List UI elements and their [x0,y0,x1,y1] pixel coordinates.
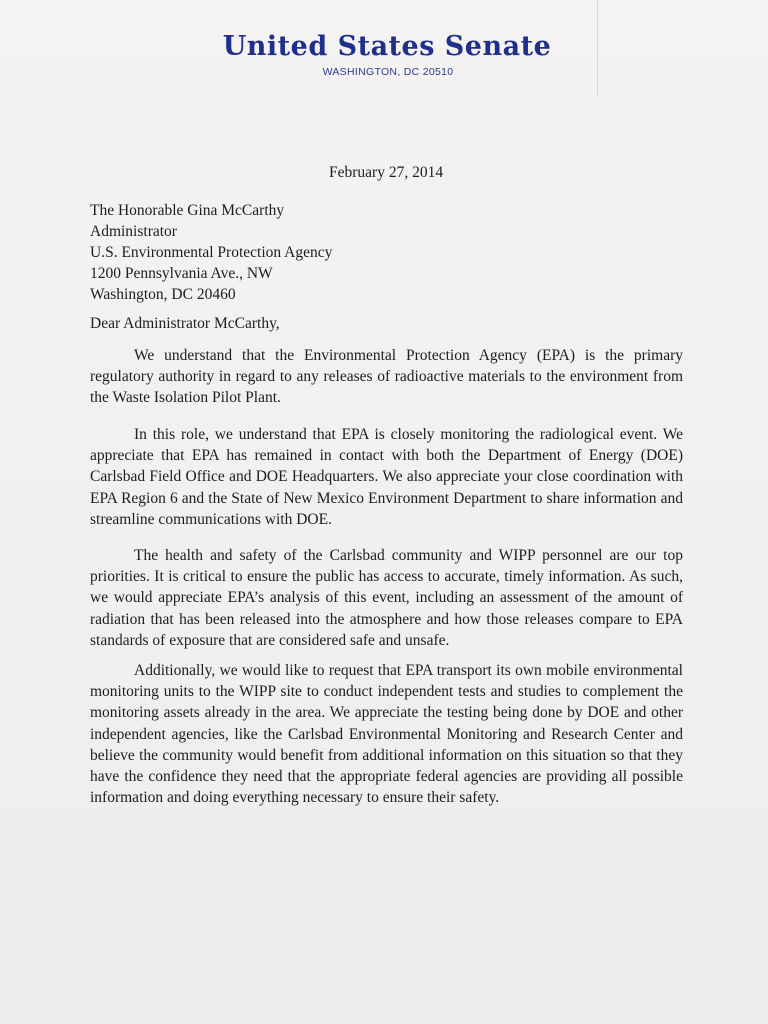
paragraph-text: The health and safety of the Carlsbad community and WIPP personnel are our top priorities. It is critical to ensure the public has access to accurate, timely information. As such, we would appreciate EPA’s analysis of this event, including an assessment of the amount of radiation that has been released into the atmosphere and how those releases compare to EPA standards of exposure that are considered safe and unsafe. [90,547,683,649]
body-paragraph-1 [90,345,683,409]
salutation: Dear Administrator McCarthy, [90,315,280,332]
recipient-title: Administrator [90,223,177,240]
letterhead-address: WASHINGTON, DC 20510 [322,66,454,78]
letterhead [0,30,768,78]
paragraph-text: We understand that the Environmental Protection Agency (EPA) is the primary regulatory authority in regard to any releases of radioactive materials to the environment from the Waste Isolation Pilot Plant. [90,347,683,407]
letter-date: February 27, 2014 [329,164,444,181]
recipient-city: Washington, DC 20460 [90,286,236,303]
body-paragraph-2 [90,424,683,530]
letterhead-title: United States Senate [222,31,552,62]
recipient-name: The Honorable Gina McCarthy [90,202,285,219]
paragraph-text: Additionally, we would like to request that EPA transport its own mobile environmental monitoring units to the WIPP site to conduct independent tests and studies to complement the monitoring assets already in the area. We appreciate the testing being done by DOE and other independent agencies, like the Carlsbad Environmental Monitoring and Research Center and believe the community would benefit from additional information on this situation so that they have the confidence they need that the appropriate federal agencies are providing all possible information and doing everything necessary to ensure their safety. [90,662,683,807]
paragraph-text: In this role, we understand that EPA is closely monitoring the radiological event. We appreciate that EPA has remained in contact with both the Department of Energy (DOE) Carlsbad Field Office and DOE Headquarters. We also appreciate your close coordination with EPA Region 6 and the State of New Mexico Environment Department to share information and streamline communications with DOE. [90,426,683,528]
recipient-address-block [90,200,332,305]
recipient-agency: U.S. Environmental Protection Agency [90,244,333,261]
body-paragraph-4 [90,660,683,808]
recipient-street: 1200 Pennsylvania Ave., NW [90,265,273,282]
body-paragraph-3 [90,545,683,651]
